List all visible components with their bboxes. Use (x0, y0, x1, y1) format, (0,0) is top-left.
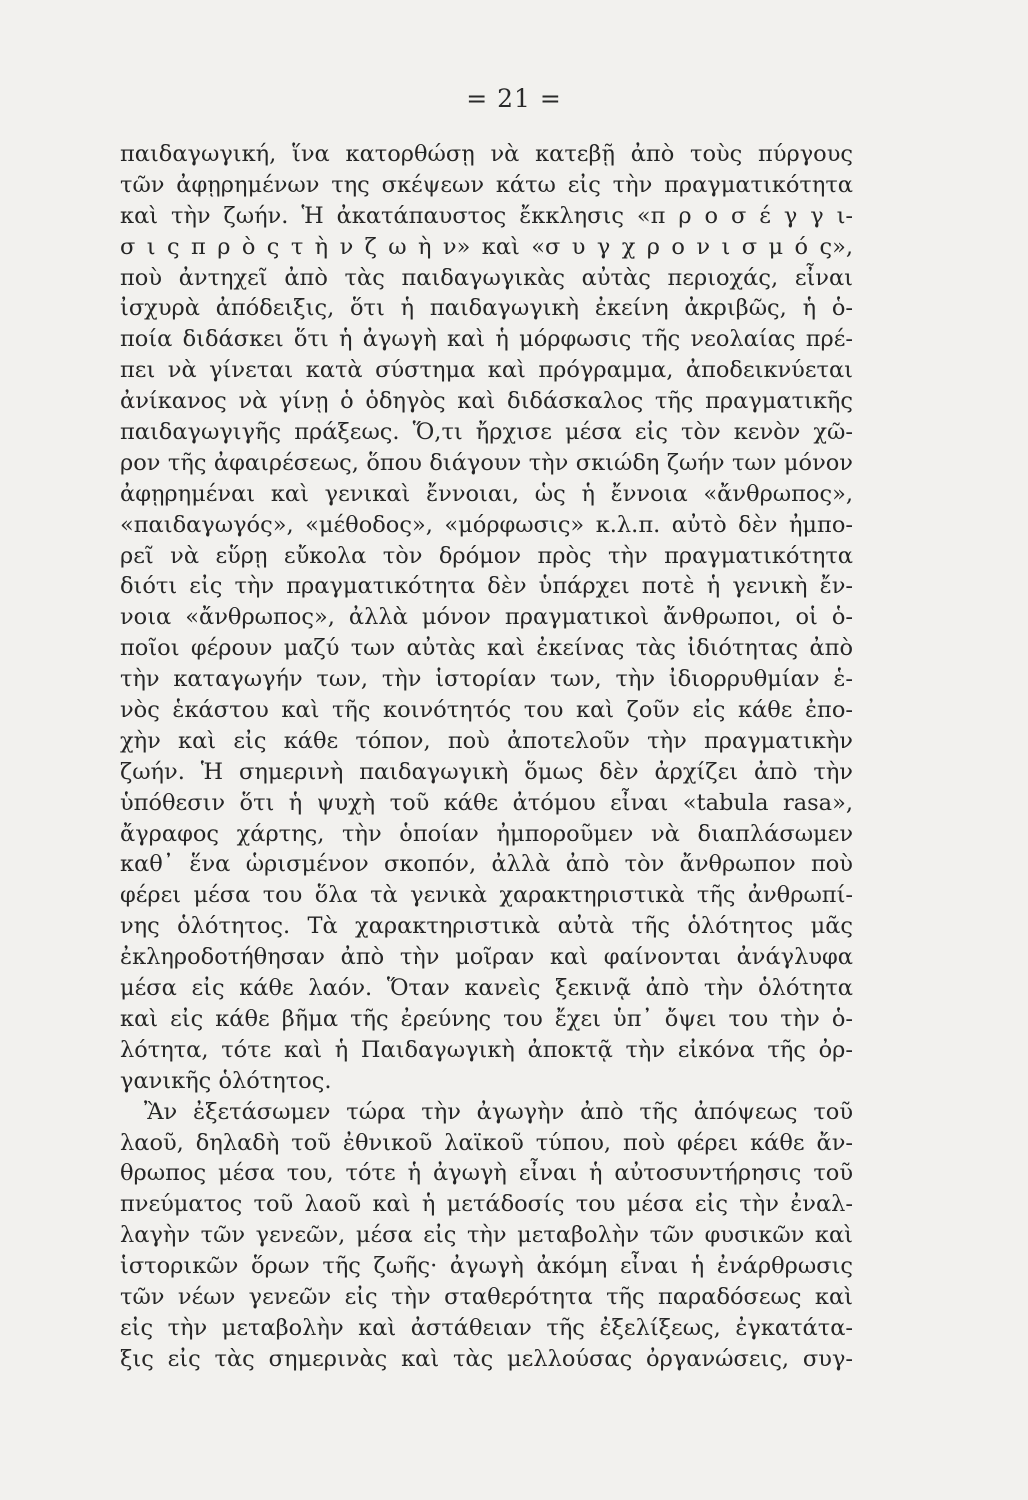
text-line: ρον τῆς ἀφαιρέσεως, ὅπου διάγουν τὴν σκιώδη ζωήν των μόνον (120, 449, 853, 476)
text-line: τῶν νέων γενεῶν εἰς τὴν σταθερότητα τῆς παραδόσεως καὶ (120, 1283, 853, 1310)
text-line: λαοῦ, δηλαδὴ τοῦ ἐθνικοῦ λαϊκοῦ τύπου, ποὺ φέρει κάθε ἄν- (120, 1129, 853, 1156)
text-line: ἀνίκανος νὰ γίνῃ ὁ ὁδηγὸς καὶ διδάσκαλος τῆς πραγματικῆς (120, 388, 853, 415)
paragraph-start-line: Ἂν ἐξετάσωμεν τώρα τὴν ἀγωγὴν ἀπὸ τῆς ἀπόψεως τοῦ (144, 1098, 853, 1125)
text-line: διότι εἰς τὴν πραγματικότητα δὲν ὑπάρχει ποτὲ ἡ γενικὴ ἔν- (120, 573, 853, 600)
text-line: μέσα εἰς κάθε λαόν. Ὅταν κανεὶς ξεκινᾷ ἀπὸ τὴν ὁλότητα (120, 975, 853, 1002)
paragraph-end-line: γανικῆς ὁλότητος. (120, 1067, 332, 1094)
text-line: θρωπος μέσα του, τότε ἡ ἀγωγὴ εἶναι ἡ αὐτοσυντήρησις τοῦ (120, 1160, 853, 1187)
text-line: ποῖοι φέρουν μαζύ των αὐτὰς καὶ ἐκείνας τὰς ἰδιότητας ἀπὸ (120, 635, 853, 662)
text-line: λαγὴν τῶν γενεῶν, μέσα εἰς τὴν μεταβολὴν τῶν φυσικῶν καὶ (120, 1222, 853, 1249)
text-line: καὶ εἰς κάθε βῆμα τῆς ἐρεύνης του ἔχει ὑπ᾽ ὄψει του τὴν ὁ- (120, 1005, 853, 1032)
text-line: ὑπόθεσιν ὅτι ἡ ψυχὴ τοῦ κάθε ἀτόμου εἶναι «tabula rasa», (120, 789, 853, 816)
text-line: καὶ τὴν ζωήν. Ἡ ἀκατάπαυστος ἔκκλησις «π ρ ο σ έ γ γ ι- (120, 202, 853, 229)
text-line: εἰς τὴν μεταβολὴν καὶ ἀστάθειαν τῆς ἐξελίξεως, ἐγκατάτα- (120, 1314, 853, 1341)
text-line: ἀφῃρημέναι καὶ γενικαὶ ἔννοιαι, ὡς ἡ ἔννοια «ἄνθρωπος», (120, 480, 853, 507)
text-line: ρεῖ νὰ εὕρῃ εὔκολα τὸν δρόμον πρὸς τὴν πραγματικότητα (120, 542, 853, 569)
text-line: ἰσχυρὰ ἀπόδειξις, ὅτι ἡ παιδαγωγικὴ ἐκείνη ἀκριβῶς, ἡ ὁ- (120, 295, 853, 322)
text-line: ποία διδάσκει ὅτι ἡ ἀγωγὴ καὶ ἡ μόρφωσις τῆς νεολαίας πρέ- (120, 326, 853, 353)
text-line: πει νὰ γίνεται κατὰ σύστημα καὶ πρόγραμμα, ἀποδεικνύεται (120, 357, 853, 384)
text-line: ἄγραφος χάρτης, τὴν ὁποίαν ἠμποροῦμεν νὰ διαπλάσωμεν (120, 820, 853, 847)
text-line: καθ᾽ ἕνα ὡρισμένον σκοπόν, ἀλλὰ ἀπὸ τὸν ἄνθρωπον ποὺ (120, 851, 853, 878)
text-line: ἱστορικῶν ὅρων τῆς ζωῆς· ἀγωγὴ ἀκόμη εἶναι ἡ ἐνάρθρωσις (120, 1253, 853, 1280)
body-text (120, 139, 853, 1375)
text-line: νοια «ἄνθρωπος», ἀλλὰ μόνον πραγματικοὶ ἄνθρωποι, οἱ ὁ- (120, 604, 853, 631)
page-number: = 21 = (466, 84, 562, 113)
text-line: ποὺ ἀντηχεῖ ἀπὸ τὰς παιδαγωγικὰς αὐτὰς περιοχάς, εἶναι (120, 264, 853, 291)
text-line: πνεύματος τοῦ λαοῦ καὶ ἡ μετάδοσίς του μέσα εἰς τὴν ἐναλ- (120, 1191, 853, 1218)
text-line: παιδαγωγική, ἵνα κατορθώσῃ νὰ κατεβῇ ἀπὸ τοὺς πύργους (120, 141, 853, 167)
text-line: ξις εἰς τὰς σημερινὰς καὶ τὰς μελλούσας ὀργανώσεις, συγ- (120, 1345, 853, 1372)
text-line: φέρει μέσα του ὅλα τὰ γενικὰ χαρακτηριστικὰ τῆς ἀνθρωπί- (120, 882, 853, 909)
text-line: τὴν καταγωγήν των, τὴν ἱστορίαν των, τὴν ἰδιορρυθμίαν ἑ- (120, 666, 853, 693)
text-line: σ ι ς π ρ ὸ ς τ ὴ ν ζ ω ὴ ν» καὶ «σ υ γ χ ρ ο ν ι σ μ ό ς», (120, 233, 853, 260)
text-line: παιδαγωγιγῆς πράξεως. Ὅ,τι ἤρχισε μέσα εἰς τὸν κενὸν χῶ- (120, 419, 853, 446)
text-line: νὸς ἑκάστου καὶ τῆς κοινότητός του καὶ ζοῦν εἰς κάθε ἐπο- (120, 697, 853, 724)
text-line: λότητα, τότε καὶ ἡ Παιδαγωγικὴ ἀποκτᾷ τὴν εἰκόνα τῆς ὀρ- (120, 1036, 853, 1063)
text-line: ζωήν. Ἡ σημερινὴ παιδαγωγικὴ ὅμως δὲν ἀρχίζει ἀπὸ τὴν (120, 758, 853, 785)
text-line: «παιδαγωγός», «μέθοδος», «μόρφωσις» κ.λ.π. αὐτὸ δὲν ἠμπο- (120, 511, 853, 538)
text-line: τῶν ἀφῃρημένων της σκέψεων κάτω εἰς τὴν πραγματικότητα (120, 171, 853, 198)
text-line: νης ὁλότητος. Τὰ χαρακτηριστικὰ αὐτὰ τῆς ὁλότητος μᾶς (120, 913, 853, 940)
text-line: χὴν καὶ εἰς κάθε τόπον, ποὺ ἀποτελοῦν τὴν πραγματικὴν (120, 727, 853, 754)
text-line: ἐκληροδοτήθησαν ἀπὸ τὴν μοῖραν καὶ φαίνονται ἀνάγλυφα (120, 944, 853, 971)
